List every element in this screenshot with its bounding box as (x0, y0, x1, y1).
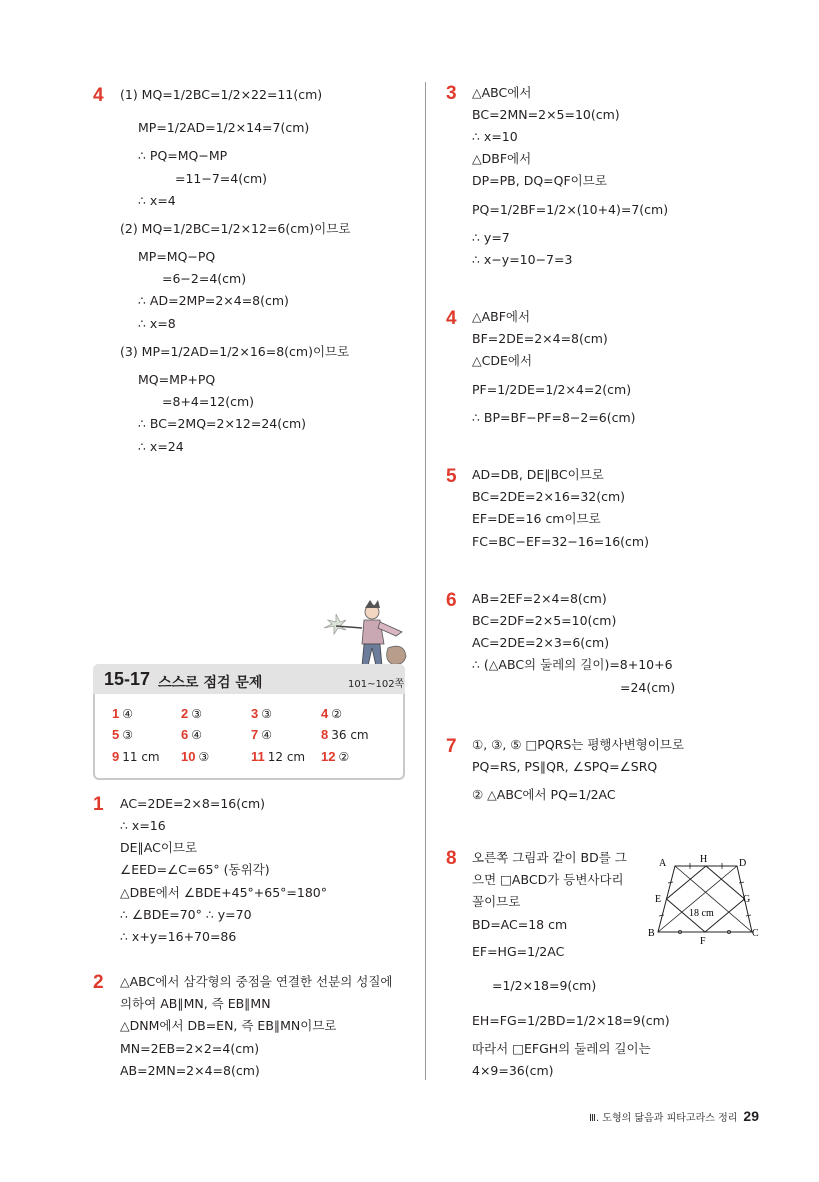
answer-item: 10 ③ (181, 749, 210, 764)
solution-line: DE∥AC이므로 (120, 840, 198, 855)
solution-line: AB=2MN=2×4=8(cm) (120, 1063, 260, 1078)
solution-line: 따라서 □EFGH의 둘레의 길이는 (472, 1041, 651, 1056)
answer-item: 4 ② (321, 706, 342, 721)
solution-line: (2) MQ=1/2BC=1/2×12=6(cm)이므로 (120, 221, 351, 236)
solution-line: DP=PB, DQ=QF이므로 (472, 173, 607, 188)
solution-line: PF=1/2DE=1/2×4=2(cm) (472, 382, 632, 397)
answer-item: 7 ④ (251, 727, 272, 742)
answer-item: 9 11 cm (112, 749, 160, 764)
label-C: C (752, 928, 759, 939)
label-H: H (700, 854, 708, 865)
solution-line: ∴ x=8 (138, 316, 176, 331)
solution-line: ∴ x=24 (138, 439, 184, 454)
problem-number-1: 1 (93, 794, 104, 815)
solution-line: BC=2MN=2×5=10(cm) (472, 107, 620, 122)
label-G: G (743, 894, 751, 905)
solution-line: FC=BC−EF=32−16=16(cm) (472, 534, 649, 549)
self-check-pages: 101~102쪽 (348, 679, 405, 690)
solution-line: =6−2=4(cm) (162, 271, 247, 286)
chapter-title: Ⅲ. 도형의 닮음과 피타고라스 정리 (589, 1113, 738, 1124)
solution-line: EF=DE=16 cm이므로 (472, 511, 601, 526)
label-B: B (648, 928, 655, 939)
label-E: E (655, 894, 662, 905)
solution-line: BC=2DF=2×5=10(cm) (472, 613, 617, 628)
label-D: D (739, 858, 747, 869)
problem-number-7: 7 (446, 736, 457, 757)
solution-line: (3) MP=1/2AD=1/2×16=8(cm)이므로 (120, 344, 350, 359)
solution-line: PQ=1/2BF=1/2×(10+4)=7(cm) (472, 202, 669, 217)
answer-item: 3 ③ (251, 706, 272, 721)
solution-line: ∴ x+y=16+70=86 (120, 929, 237, 944)
solution-line: ∴ x=4 (138, 193, 176, 208)
solution-line: ∴ x=16 (120, 818, 166, 833)
solution-line: BF=2DE=2×4=8(cm) (472, 331, 608, 346)
page-footer (589, 1108, 759, 1124)
solution-line: =11−7=4(cm) (175, 171, 268, 186)
solution-line: =8+4=12(cm) (162, 394, 255, 409)
answer-item: 8 36 cm (321, 727, 369, 742)
solution-line: ∴ x=10 (472, 129, 518, 144)
solution-line: ∠EED=∠C=65° (동위각) (120, 862, 270, 877)
solution-line: AD=DB, DE∥BC이므로 (472, 467, 604, 482)
label-F: F (700, 936, 706, 947)
solution-line: △DBE에서 ∠BDE+45°+65°=180° (120, 885, 327, 900)
solution-line: 4×9=36(cm) (472, 1063, 554, 1078)
solution-line: (1) MQ=1/2BC=1/2×22=11(cm) (120, 87, 323, 102)
trapezoid-figure (640, 850, 765, 950)
answer-item: 12 ② (321, 749, 350, 764)
solution-line: PQ=RS, PS∥QR, ∠SPQ=∠SRQ (472, 759, 658, 774)
solution-line: △CDE에서 (472, 353, 533, 368)
solution-line: MP=1/2AD=1/2×14=7(cm) (138, 120, 310, 135)
solution-line: ∴ y=7 (472, 230, 510, 245)
solution-line: BD=AC=18 cm (472, 917, 568, 932)
solution-line: =24(cm) (620, 680, 676, 695)
page-number: 29 (743, 1108, 759, 1124)
solution-line: MN=2EB=2×2=4(cm) (120, 1041, 260, 1056)
problem-number-4-left: 4 (93, 85, 104, 106)
solution-line: △DNM에서 DB=EN, 즉 EB∥MN이므로 (120, 1018, 337, 1033)
solution-line: ∴ BP=BF−PF=8−2=6(cm) (472, 410, 636, 425)
answer-item: 2 ③ (181, 706, 202, 721)
solution-line: 꼴이므로 (472, 894, 521, 909)
label-A: A (659, 858, 667, 869)
problem-number-5: 5 (446, 466, 457, 487)
problem-number-3: 3 (446, 83, 457, 104)
problem-number-4-right: 4 (446, 308, 457, 329)
self-check-title: 15-17 (104, 669, 151, 689)
solution-line: MP=MQ−PQ (138, 249, 216, 264)
solution-line: EH=FG=1/2BD=1/2×18=9(cm) (472, 1013, 670, 1028)
character-illustration (318, 598, 410, 670)
solution-line: 으면 □ABCD가 등변사다리 (472, 872, 624, 887)
problem-number-6: 6 (446, 590, 457, 611)
solution-line: EF=HG=1/2AC (472, 944, 565, 959)
answer-item: 6 ④ (181, 727, 202, 742)
answer-item: 5 ③ (112, 727, 133, 742)
solution-line: BC=2DE=2×16=32(cm) (472, 489, 626, 504)
solution-line: ①, ③, ⑤ □PQRS는 평행사변형이므로 (472, 737, 684, 752)
solution-line: AC=2DE=2×8=16(cm) (120, 796, 266, 811)
solution-line: AC=2DE=2×3=6(cm) (472, 635, 610, 650)
solution-line: ∴ x−y=10−7=3 (472, 252, 573, 267)
problem-number-8: 8 (446, 848, 457, 869)
solution-line: =1/2×18=9(cm) (492, 978, 597, 993)
measure-label: 18 cm (689, 908, 714, 919)
solution-line: 의하여 AB∥MN, 즉 EB∥MN (120, 996, 271, 1011)
solution-line: 오른쪽 그림과 같이 BD를 그 (472, 850, 627, 865)
solution-line: ∴ (△ABC의 둘레의 길이)=8+10+6 (472, 657, 673, 672)
solution-line: ∴ BC=2MQ=2×12=24(cm) (138, 416, 307, 431)
column-divider (425, 82, 426, 1080)
solution-line: ② △ABC에서 PQ=1/2AC (472, 787, 616, 802)
answer-item: 1 ④ (112, 706, 133, 721)
solution-line: MQ=MP+PQ (138, 372, 216, 387)
solution-line: ∴ AD=2MP=2×4=8(cm) (138, 293, 289, 308)
solution-line: △ABC에서 (472, 85, 532, 100)
solution-line: △ABC에서 삼각형의 중점을 연결한 선분의 성질에 (120, 974, 393, 989)
self-check-subtitle: 스스로 점검 문제 (158, 675, 263, 691)
solution-line: △ABF에서 (472, 309, 531, 324)
problem-number-2: 2 (93, 972, 104, 993)
solution-line: ∴ ∠BDE=70° ∴ y=70 (120, 907, 252, 922)
solution-line: △DBF에서 (472, 151, 532, 166)
solution-line: AB=2EF=2×4=8(cm) (472, 591, 607, 606)
answer-item: 11 12 cm (251, 749, 306, 764)
solution-line: ∴ PQ=MQ−MP (138, 148, 228, 163)
